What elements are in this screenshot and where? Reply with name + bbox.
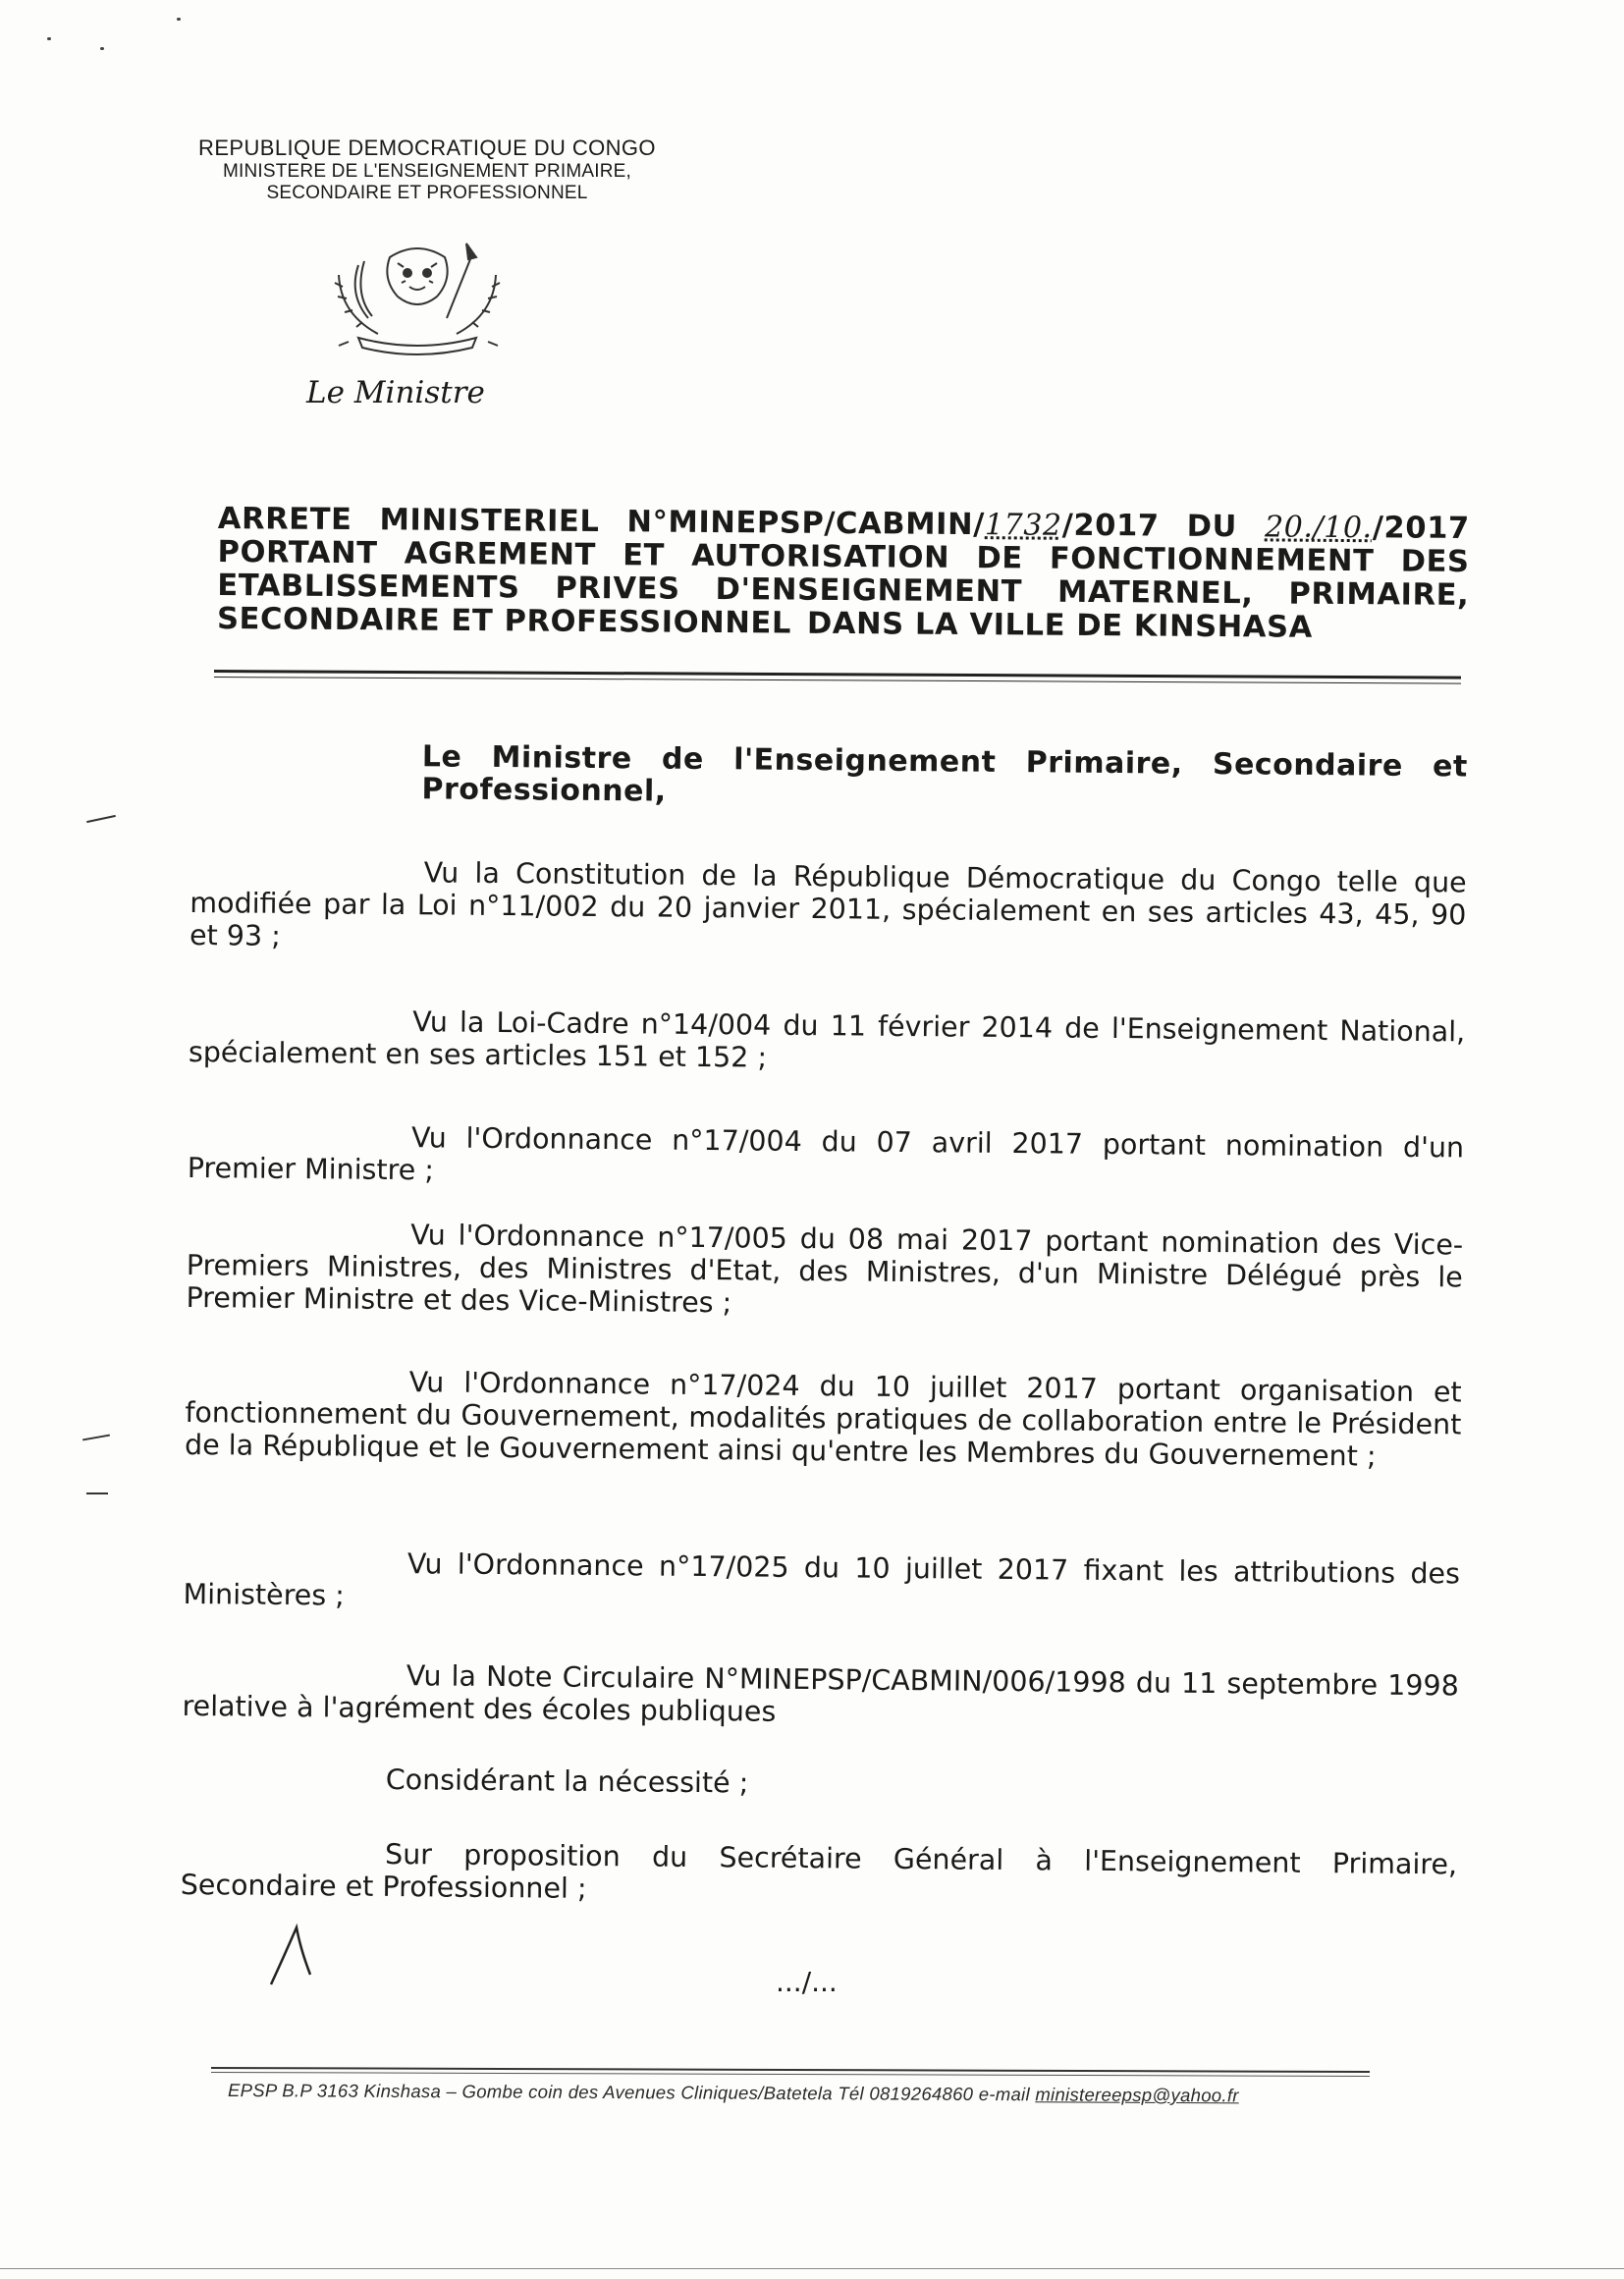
handwritten-number: 1732 — [984, 508, 1062, 543]
decree-title — [217, 503, 1470, 646]
footer-address-text: EPSP B.P 3163 Kinshasa – Gombe coin des Avenues Cliniques/Batetela Tél 0819264860 e-mail — [227, 2080, 1030, 2105]
page-edge — [0, 2268, 1624, 2269]
preamble: Le Ministre de l'Enseignement Primaire, Secondaire et Professionnel, — [421, 739, 1468, 809]
title-row: ETABLISSEMENTS PRIVES D'ENSEIGNEMENT MATERNEL, PRIMAIRE, — [217, 568, 1470, 614]
title-row: PORTANT AGREMENT ET AUTORISATION DE FONCTIONNEMENT DES — [217, 534, 1470, 580]
paragraph-considerant: Considérant la nécessité ; — [385, 1763, 749, 1800]
footer-address — [228, 2080, 1406, 2107]
paragraph-proposition: Sur proposition du Secrétaire Général à l'Enseignement Primaire, Secondaire et Professionnel ; — [180, 1837, 1458, 1905]
scan-speck — [177, 18, 181, 21]
title-row: SECONDAIRE ET PROFESSIONNEL DANS LA VILLE DE KINSHASA — [216, 601, 1314, 645]
scan-speck — [100, 47, 104, 50]
footer-email-link[interactable]: ministereepsp@yahoo.fr — [1035, 2084, 1239, 2106]
paragraph-ordonnance-025: Vu l'Ordonnance n°17/025 du 10 juillet 2017 fixant les attributions des Ministères ; — [183, 1547, 1461, 1612]
paragraph-ordonnance-005: Vu l'Ordonnance n°17/005 du 08 mai 2017 portant nomination des Vice-Premiers Ministres, des Ministres d'Etat, des Ministres, d'un Ministre Délégué près le Premier Ministre et des Vice-Ministres ; — [186, 1219, 1464, 1320]
letterhead-country: REPUBLIQUE DEMOCRATIQUE DU CONGO — [198, 136, 656, 160]
coat-of-arms-icon — [319, 236, 515, 363]
scan-speck — [47, 37, 51, 40]
decree-date: 20./10./2017 — [1264, 510, 1470, 547]
margin-mark — [82, 1435, 110, 1441]
decree-body — [180, 738, 1468, 1905]
paragraph-ordonnance-004: Vu l'Ordonnance n°17/004 du 07 avril 2017 portant nomination d'un Premier Ministre ; — [187, 1121, 1465, 1187]
letterhead — [147, 136, 707, 205]
handwritten-initial-icon — [263, 1920, 322, 1988]
paragraph-ordonnance-024: Vu l'Ordonnance n°17/024 du 10 juillet 2017 portant organisation et fonctionnement du Gouvernement, modalités pratiques de collaboration entre le Président de la République et le Gouvernement ainsi qu'entre les Membres du Gouvernement ; — [184, 1366, 1462, 1473]
title-word: DU — [1186, 509, 1238, 545]
footer-rule-thin — [211, 2072, 1370, 2077]
paragraph-note-circulaire: Vu la Note Circulaire N°MINEPSP/CABMIN/006/1998 du 11 septembre 1998 relative à l'agrément des écoles publiques — [182, 1659, 1459, 1728]
handwritten-date: 20./10. — [1264, 510, 1373, 546]
paragraph-loi-cadre: Vu la Loi-Cadre n°14/004 du 11 février 2014 de l'Enseignement National, spécialement en ses articles 151 et 152 ; — [188, 1005, 1466, 1074]
decree-number: N°MINEPSP/CABMIN/1732/2017 — [626, 505, 1160, 544]
margin-mark — [86, 815, 116, 823]
title-word: MINISTERIEL — [379, 503, 600, 540]
signatory-title: Le Ministre — [306, 375, 485, 410]
paragraph-constitution: Vu la Constitution de la République Démocratique du Congo telle que modifiée par la Loi n°11/002 du 20 janvier 2011, spécialement en ses articles 43, 45, 90 et 93 ; — [189, 856, 1467, 952]
letterhead-ministry-cont: SECONDAIRE ET PROFESSIONNEL — [266, 183, 588, 204]
continuation-mark: .../... — [776, 1966, 838, 1998]
title-word: ARRETE — [217, 502, 352, 538]
letterhead-ministry: MINISTERE DE L'ENSEIGNEMENT PRIMAIRE, — [222, 160, 632, 182]
margin-mark — [86, 1492, 108, 1494]
